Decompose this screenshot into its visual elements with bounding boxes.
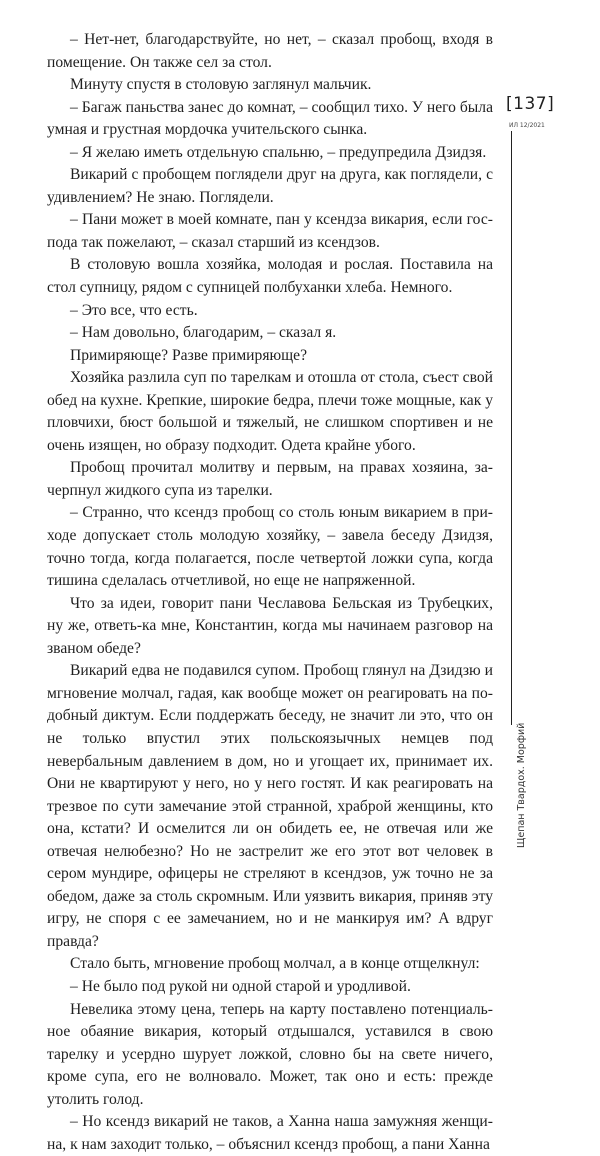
paragraph: – Пани может в моей комнате, пан у ксендза викария, если господа так пожелают, – сказал старший из ксендзов. (47, 211, 493, 251)
issue-label: ИЛ 12/2021 (509, 122, 545, 129)
paragraph: – Странно, что ксендз пробощ со столь юным викарием в приходе допускает столь молодую хозяйку, – завела беседу Дзидзя, точно тогда, когда полагается, после четвертой ложки супа, когда тишина сделалась отчетливой, но еще не напряженной. (47, 504, 493, 590)
paragraph: – Нам довольно, благодарим, – сказал я. (70, 324, 337, 342)
paragraph: В столовую вошла хозяйка, молодая и рослая. Поставила на стол супницу, рядом с супницей полбуханки хлеба. Немного. (47, 256, 493, 297)
paragraph: Викарий с пробощем поглядели друг на друга, как поглядели, с удивлением? Не знаю. Поглядели. (47, 166, 493, 206)
paragraph: – Но ксендз викарий не таков, а Ханна наша замужняя женщина, к нам заходит только, – объяснил ксендз пробощ, а пани Ханна (47, 1113, 493, 1153)
paragraph: Стало быть, мгновение пробощ молчал, а в конце отщелкнул: (70, 955, 480, 973)
paragraph: Примиряюще? Разве примиряюще? (70, 346, 307, 364)
paragraph: – Я желаю иметь отдельную спальню, – предупредила Дзидзя. (70, 143, 487, 161)
paragraph: – Это все, что есть. (70, 301, 198, 319)
margin-rule (511, 131, 512, 725)
paragraph: Минуту спустя в столовую заглянул мальчик. (70, 76, 372, 94)
paragraph: Что за идеи, говорит пани Чеславова Бельская из Трубецких, ну же, ответь-ка мне, Константин, когда мы начинаем разговор на званом обеде? (47, 594, 493, 657)
paragraph: Викарий едва не подавился супом. Пробощ глянул на Дзидзю и мгновение молчал, гадая, как вообще может он реагировать на подобный диктум. Если поддержать беседу, не значит ли это, что он не только впустил этих польскоязычных немцев под невербальным давлением в дом, но и угощает их, принимает их. Они не квартируют у него, но у него гостят. И как реагировать на трезвое по сути замечание этой странной, храброй женщины, кто она, кстати? И осмелится ли он обидеть ее, не отвечая или же отвечая нелюбезно? Но не застрелит же его этот вот человек в сером мундире, офицеры не стреляют в ксендзов, уж точно не за обедом, даже за столь скромным. Или уязвить викария, приняв эту игру, не споря с ее замечанием, но и не манкируя им? А вдруг правда? (47, 662, 493, 950)
running-footer: Щепан Твардох. Морфий (516, 722, 527, 848)
paragraph: Хозяйка разлила суп по тарелкам и отошла от стола, съест свой обед на кухне. Крепкие, широкие бедра, плечи тоже мощные, как у пловчихи, бюст большой и тяжелый, не слишком спортивен и не очень изящен, но образу подходит. Одета крайне убого. (47, 369, 493, 454)
body-text (47, 29, 493, 1156)
paragraph: Невелика этому цена, теперь на карту поставлено потенциальное обаяние викария, который отдышался, уставился в свою тарелку и усердно шурует ложкой, словно бы на свете ничего, кроме супа, его не волновало. Может, так оно и есть: прежде утолить голод. (47, 1000, 493, 1108)
paragraph: – Багаж паньства занес до комнат, – сообщил тихо. У него была умная и грустная мордочка учительского сынка. (47, 98, 493, 139)
page-number: [137] (506, 94, 555, 114)
paragraph: – Нет-нет, благодарствуйте, но нет, – сказал пробощ, входя в помещение. Он также сел за стол. (47, 31, 493, 71)
paragraph: Пробощ прочитал молитву и первым, на правах хозяина, зачерпнул жидкого супа из тарелки. (47, 459, 493, 499)
paragraph: – Не было под рукой ни одной старой и уродливой. (70, 977, 411, 995)
